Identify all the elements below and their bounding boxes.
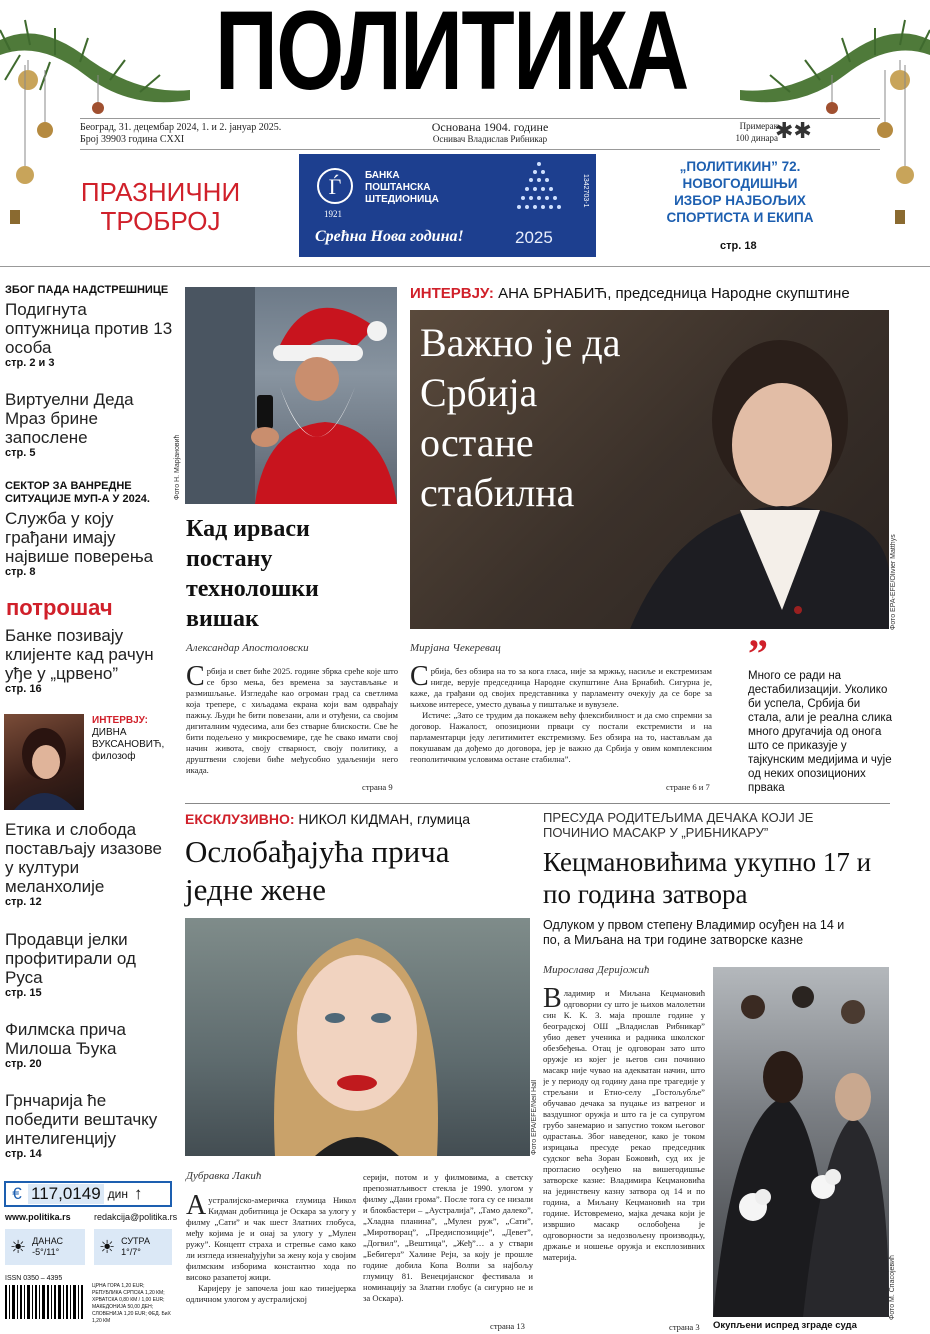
sidebar-headline: Банке позивају клијенте кад рачун уђе у „црвено” (5, 626, 154, 683)
sidebar-item[interactable] (5, 480, 173, 578)
portrait-illustration (185, 918, 530, 1156)
stars-mark: ✱✱ (775, 118, 812, 143)
sidebar-headline: Продавци јелки профитирали од Руса (5, 930, 136, 987)
bank-greeting: Срећна Нова година! (315, 228, 464, 245)
sidebar-headline: Грнчарија ће победити вештачку интелигенцију (5, 1091, 158, 1148)
sidebar-page: стр. 5 (5, 447, 36, 459)
kidman-label: ЕКСКЛУЗИВНО: (185, 811, 295, 827)
masthead-title: ПОЛИТИКА (215, 0, 688, 113)
kidman-byline: Дубравка Лакић (186, 1170, 262, 1182)
bank-name: БАНКА ПОШТАНСКА ШТЕДИОНИЦА (365, 170, 439, 205)
interview-text: Србија, без обзира на то за кога гласа, није за мржњу, насиље и екстремизам нигде, верује председница Народне скупштине Ана Брнабић. Сигурна је, каже, да грађани од својих представника у парламенту очекују да се боре за њихове интересе, уместо дувања у пиштаљке и вувузеле. Истиче: „Зато се трудим да покажем већу флексибилност и да смо спремни за договор. Нажалост, опозициони прваци су постали екстремисти и на парламентарци једу легитимитет екстремизму. Без обзира на то, настављам да покушавам да дођемо до договора, јер је важно да Србија у овим комплексним геополитичким условима остане стабилна”. (410, 661, 712, 764)
kidman-kicker-line (185, 811, 470, 827)
weather-tomorrow: ☀ СУТРА 1°/7° (94, 1229, 172, 1265)
kidman-text-1: Аустралијско-америчка глумица Никол Кидман добитница је Оскара за улогу у филму „Сати” и чак шест Златних глобуса, међу којима је и онај за улогу у „Мулен ружу”. Концепт страха и стрепње само како ли изгледа изненађујући за жену која у својим филмским изборима константно хода по високо разапетој жици. Каријеру је започела још као тинејџерка одличном улогом у аустралијској (186, 1195, 356, 1304)
santa-illustration (185, 287, 397, 504)
promo-page: стр. 18 (720, 240, 757, 252)
founded-block (390, 121, 590, 145)
kidman-photo (185, 918, 530, 1156)
sidebar-item[interactable] (5, 390, 173, 459)
sidebar-page: стр. 16 (5, 683, 42, 695)
price-block (718, 120, 778, 144)
sidebar-headline: Подигнута оптужница против 13 особа (5, 300, 173, 357)
prices-text: ЦРНА ГОРА 1,20 EUR; РЕПУБЛИКА СРПСКА 1,20 КМ; ХРВАТСКА 0,80 КМ / 1,00 EUR; МАКЕДОНИЈА 50,00 ДЕН; СЛОВЕНИЈА 1,20 EUR; ФЕД. БиХ 1,20 КМ (92, 1283, 171, 1324)
sidebar-item[interactable] (5, 1091, 173, 1160)
santa-text: Србија и свет биће 2025. године збрка среће које што се брзо мења, без времена за заустављање и размишљање. Изгледаће као огроман град са светлима која трепере, с хиљадама екрана који вам одвраћају пажњу. Људи ће бити повезани, али и отуђени, са својим дигиталним чудесима, али без стварне блискости. Све ће бити подељено у микросвемире, где ће свако имати свој начин живота, своју стварност, своју политику, а друштвени слојеви биће међусобно удаљенији него икада. (186, 666, 398, 775)
sidebar-item[interactable] (5, 626, 173, 695)
trial-text: Владимир и Миљана Кецмановић одговорни су што је њихов малолетни син К. К. 3. маја прошле године у београдској ОШ „Владислав Рибникар” убио девет ученика и радника школског обезбеђења. Отац је одговоран зато што оружје из којег је његов син починио масакр није чувао на адекватан начин, што је у периоду од годину дана пре трагедије у стрељани и Етно-селу „Гостољубље” обучавао дечака за пуцање из ватреног и ваздушног оружја и што га је са супругом грубо занемарио и запустио током његовог одрастања. Због наведеног, како је током изрицања пресуде рекао председник судског већа Зоран Божовић, суд их је прогласио осуђено на вишегодишње затворске казне: Владимира Кецмановића на јединствену казну затвора од 14 и по година, а Миљану Кецмановић на три године. Истовремено, мајка дечака који је извршио масакр ослобођена је одговорности за недозвољену производњу, држање и ношење оружја и експлозивних материја. (543, 988, 705, 1262)
kidman-page: страна 13 (490, 1321, 525, 1331)
trial-byline: Мирослава Деријожић (543, 964, 650, 976)
sidebar-kicker: СЕКТОР ЗА ВАНРЕДНЕ СИТУАЦИЈЕ МУП-А У 2024. (5, 480, 150, 505)
sidebar-page: стр. 2 и 3 (5, 357, 55, 369)
sidebar-kicker: ЗБОГ ПАДА НАДСТРЕШНИЦЕ (5, 284, 169, 296)
photo-credit: Фото Н. Марјановић (174, 434, 181, 500)
founder-text: Оснивач Владислав Рибникар (432, 134, 548, 144)
bank-year: 2025 (515, 228, 553, 247)
founded-text: Основана 1904. године (431, 120, 549, 134)
kidman-subject: НИКОЛ КИДМАН, глумица (298, 811, 471, 827)
photo-credit: Фото EPA/EFE/Neil Hall (531, 1079, 538, 1155)
sidebar-item[interactable] (5, 284, 173, 369)
trial-kicker: ПРЕСУДА РОДИТЕЉИМА ДЕЧАКА КОЈИ ЈЕ ПОЧИНИО МАСАКР У „РИБНИКАРУ” (543, 810, 814, 840)
interview-quote[interactable]: Важно је да Србија остане стабилна (420, 320, 621, 515)
sidebar-item[interactable] (5, 1020, 173, 1070)
interview-name: ДИВНА ВУКСАНОВИЋ, (92, 727, 165, 750)
issue-text: Број 39903 година CXXI (80, 134, 185, 145)
sidebar-headline: Филмска прича Милоша Ђука (5, 1020, 126, 1058)
portrait-icon (4, 714, 84, 810)
website-link[interactable]: www.politika.rs (5, 1212, 71, 1222)
bank-logo-icon (313, 166, 357, 206)
sidebar-item[interactable] (5, 820, 173, 908)
snowflake-tree-icon (509, 158, 569, 230)
sidebar-headline: Виртуелни Деда Мраз брине запослене (5, 390, 134, 447)
trial-headline[interactable]: Кецмановићима укупно 17 и по година затвора (543, 847, 872, 909)
santa-photo (185, 287, 397, 504)
photo-caption: Окупљени испред зграде суда (713, 1320, 857, 1331)
interview-byline: Мирјана Чекеревац (410, 642, 501, 654)
euro-rate: 117,0149 (28, 1184, 104, 1204)
quote-mark-icon: ” (748, 631, 768, 676)
sidebar-item[interactable] (5, 930, 173, 999)
trial-dek: Одлуком у првом степену Владимир осуђен на 14 и по, а Миљана на три године затворске казне (543, 918, 845, 947)
interview-kicker: ИНТЕРВЈУ: (92, 715, 148, 726)
bank-ad[interactable] (299, 154, 596, 257)
interview-pull-quote: Много се ради на дестабилизацији. Уколико би успела, Србија би стала, али је реална слика много другачија од оногa што се приказује у тајкунским медијима и чује од неких опозиционих првака (748, 670, 893, 794)
sidebar-page: стр. 15 (5, 987, 42, 999)
header-rule-2 (80, 149, 880, 150)
euro-icon: € (12, 1184, 22, 1203)
euro-rate-box (4, 1181, 172, 1207)
price-value: 100 динара (735, 133, 778, 143)
section-rule (0, 266, 930, 267)
photo-credit: Фото EPA-EFE/Olivier Matthys (890, 534, 897, 630)
interview-subject: АНА БРНАБИЋ, председница Народне скупштине (498, 285, 850, 302)
sun-icon: ☀ (10, 1236, 27, 1257)
ad-code: 1342703-1 (582, 174, 589, 208)
weather-today: ☀ ДАНАС -5°/11° (5, 1229, 85, 1265)
sun-icon: ☀ (99, 1236, 116, 1257)
vuksanovic-interview[interactable] (92, 715, 182, 763)
euro-unit: дин (107, 1187, 128, 1201)
potrosac-logo: потрошач (6, 595, 113, 620)
sidebar-page: стр. 14 (5, 1148, 42, 1160)
arrow-up-icon: ↑ (134, 1184, 143, 1203)
sidebar-page: стр. 20 (5, 1058, 42, 1070)
trial-page: страна 3 (669, 1322, 700, 1332)
interview-kicker-line (410, 285, 850, 302)
vuksanovic-photo (4, 714, 84, 810)
sidebar-page: стр. 8 (5, 566, 36, 578)
date-text: Београд, 31. децембар 2024, 1. и 2. јануар 2025. (80, 122, 282, 133)
sidebar-headline: Етика и слобода постављају изазове у култури меланхолије (5, 820, 163, 896)
photo-credit: Фото М. Спасојевић (889, 1255, 896, 1320)
court-photo (713, 967, 889, 1317)
issn-text: ISSN 0350 – 4395 (5, 1275, 63, 1282)
promo-text: „ПОЛИТИКИН” 72. НОВОГОДИШЊИ ИЗБОР НАЈБОЉИХ СПОРТИСТА И ЕКИПА (666, 159, 814, 225)
santa-byline: Александар Апостоловски (186, 642, 309, 654)
header-rule (80, 118, 880, 119)
sidebar-page: стр. 12 (5, 896, 42, 908)
crowd-illustration (713, 967, 889, 1317)
section-rule (185, 803, 890, 804)
interview-label: ИНТЕРВЈУ: (410, 285, 494, 302)
sidebar-headline: Служба у коју грађани имају највише поверења (5, 509, 154, 566)
santa-page: страна 9 (362, 782, 393, 792)
bank-founded: 1921 (324, 209, 342, 219)
svg-text:Ѓ: Ѓ (328, 174, 342, 199)
interview-role: филозоф (92, 751, 136, 762)
price-label: Примерак (739, 121, 778, 131)
interview-page: стране 6 и 7 (666, 782, 710, 792)
santa-headline[interactable]: Кад ирваси постану технолошки вишак (186, 516, 319, 632)
barcode-icon (5, 1285, 85, 1325)
date-line (80, 122, 320, 146)
email-link[interactable]: redakcija@politika.rs (94, 1212, 178, 1222)
holiday-label: ПРАЗНИЧНИ ТРОБРОЈ (80, 177, 241, 236)
kidman-text-2: серији, потом и у филмовима, а светску препознатљивост стекла је 1990. улогом у филму „Дани грома”. После тога су се низали и блокбастери – „Аустралија”, „Тамо далеко”, „Хладна планина”, „Мулен руж”, „Сати”, „Миротворац”, „Предиспозиције”, „Девет”, „Догвил”, „Вештица”, „Жеђ”… а у ствари „Бебигерл” Халине Рејн, за коју је прошле године добила Копа Волпи за најбољу глумицу 81. Венецијанског фестивала и номинацију за Златни глобус (а сигурно не и за Оскара). (363, 1172, 533, 1303)
kidman-headline[interactable]: Ослобађајућа прича једне жене (185, 834, 450, 907)
